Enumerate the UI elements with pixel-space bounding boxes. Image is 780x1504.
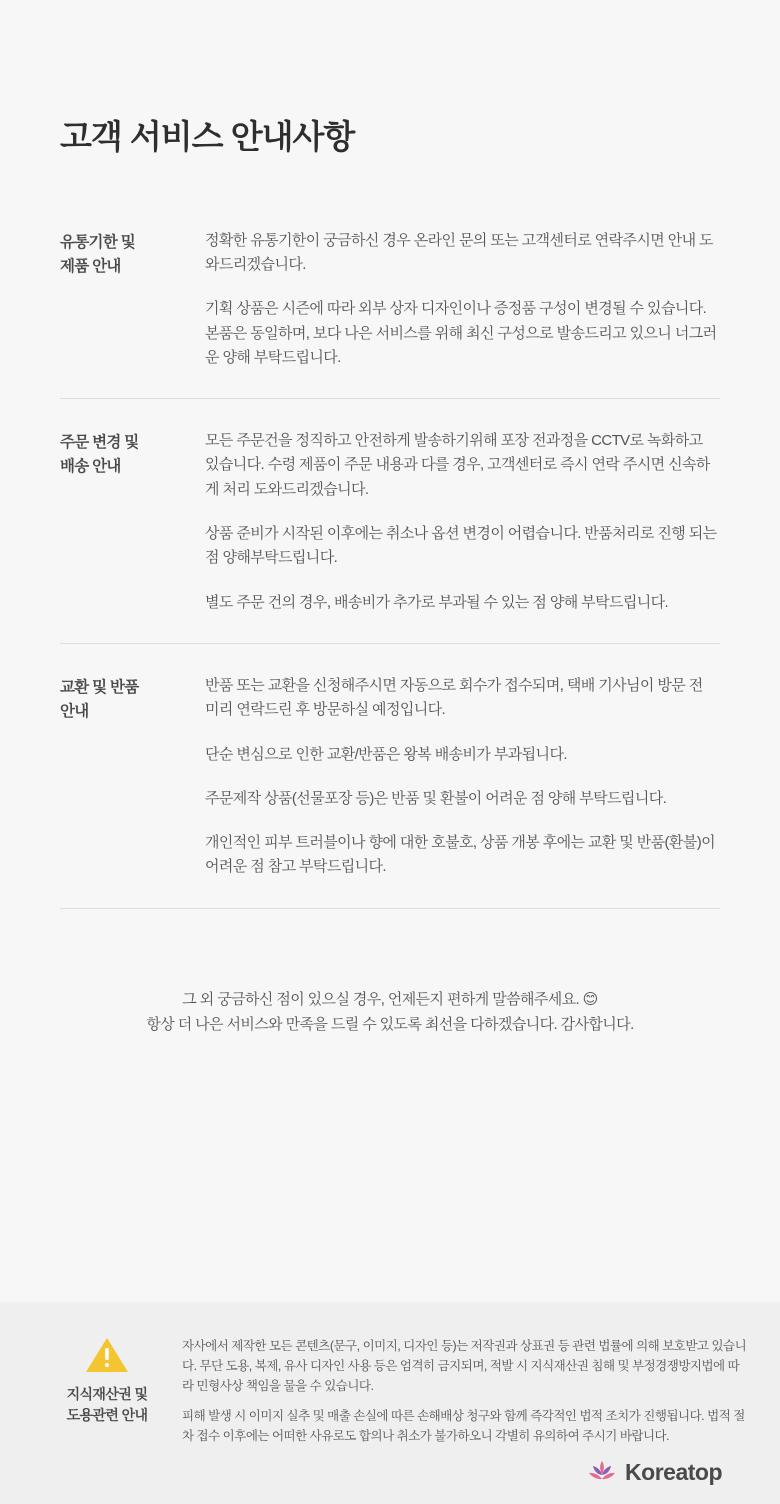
section-label (60, 674, 205, 724)
section-paragraph: 반품 또는 교환을 신청해주시면 자동으로 회수가 접수되며, 택배 기사님이 방문 전 미리 연락드린 후 방문하실 예정입니다. (205, 676, 703, 719)
section-label-line: 안내 (60, 702, 89, 720)
section-label-line: 교환 및 반품 (60, 678, 139, 696)
footer-label-block (32, 1334, 182, 1426)
section-label (60, 429, 205, 479)
footer-label-line: 도용관련 안내 (66, 1406, 148, 1423)
brand-name: Koreatop (625, 1458, 722, 1485)
page-root (0, 22, 780, 1504)
section-body (205, 429, 720, 615)
footer-label (32, 1384, 182, 1426)
section-paragraph: 별도 주문 건의 경우, 배송비가 추가로 부과될 수 있는 점 양해 부탁드립니다. (205, 593, 669, 611)
closing-line-1: 그 외 궁금하신 점이 있으실 경우, 언제든지 편하게 말씀해주세요. 😊 (182, 990, 598, 1008)
sections-list (60, 229, 720, 909)
page-title: 고객 서비스 안내사항 (60, 118, 355, 156)
section-paragraph: 단순 변심으로 인한 교환/반품은 왕복 배송비가 부과됩니다. (205, 745, 567, 763)
section-paragraph: 정확한 유통기한이 궁금하신 경우 온라인 문의 또는 고객센터로 연락주시면 안내 도와드리겠습니다. (205, 231, 713, 273)
section-body (205, 674, 720, 880)
section-label-line: 제품 안내 (60, 257, 121, 275)
footer-inner (32, 1334, 748, 1446)
section-paragraph: 주문제작 상품(선물포장 등)은 반품 및 환불이 어려운 점 양해 부탁드립니다. (205, 789, 667, 807)
section-label-line: 배송 안내 (60, 458, 121, 476)
section-label-line: 주문 변경 및 (60, 434, 139, 452)
section-exchange-return (60, 674, 720, 909)
section-expiry-product (60, 229, 720, 399)
footer-paragraph: 피해 발생 시 이미지 실추 및 매출 손실에 따른 손해배상 청구와 함께 즉각적인 법적 조치가 진행됩니다. 법적 절차 접수 이후에는 어떠한 사유로도 합의나 취소가 불가하오니 각별히 유의하여 주시기 바랍니다. (182, 1408, 745, 1443)
footer-label-line: 지식재산권 및 (66, 1385, 148, 1402)
warning-triangle-icon (85, 1336, 129, 1374)
section-paragraph: 모든 주문건을 정직하고 안전하게 발송하기위해 포장 전과정을 CCTV로 녹화하고 있습니다. 수령 제품이 주문 내용과 다를 경우, 고객센터로 즉시 연락 주시면 신속하게 처리 도와드리겠습니다. (205, 432, 710, 498)
section-label (60, 229, 205, 279)
section-paragraph: 개인적인 피부 트러블이나 향에 대한 호불호, 상품 개봉 후에는 교환 및 반품(환불)이 어려운 점 참고 부탁드립니다. (205, 834, 715, 876)
section-paragraph: 상품 준비가 시작된 이후에는 취소나 옵션 변경이 어렵습니다. 반품처리로 진행 되는점 양해부탁드립니다. (205, 525, 717, 567)
closing-line-2: 항상 더 나은 서비스와 만족을 드릴 수 있도록 최선을 다하겠습니다. 감사합니다. (146, 1016, 634, 1034)
closing-message (60, 987, 720, 1038)
section-body (205, 229, 720, 370)
footer-text-block (182, 1334, 748, 1446)
footer-paragraph: 자사에서 제작한 모든 콘텐츠(문구, 이미지, 디자인 등)는 저작권과 상표권 등 관련 법률에 의해 보호받고 있습니다. 무단 도용, 복제, 유사 디자인 사용 등은 엄격히 금지되며, 적발 시 지식재산권 침해 및 부정경쟁방지법에 따라 민형사상 책임을 물을 수 있습니다. (182, 1338, 747, 1394)
section-paragraph: 기획 상품은 시즌에 따라 외부 상자 디자인이나 증정품 구성이 변경될 수 있습니다. 본품은 동일하며, 보다 나은 서비스를 위해 최신 구성으로 발송드리고 있으니 너그러운 양해 부탁드립니다. (205, 300, 717, 366)
section-label-line: 유통기한 및 (60, 233, 135, 251)
footer-notice (0, 1302, 780, 1504)
section-order-shipping (60, 429, 720, 644)
page-content (0, 22, 780, 1038)
